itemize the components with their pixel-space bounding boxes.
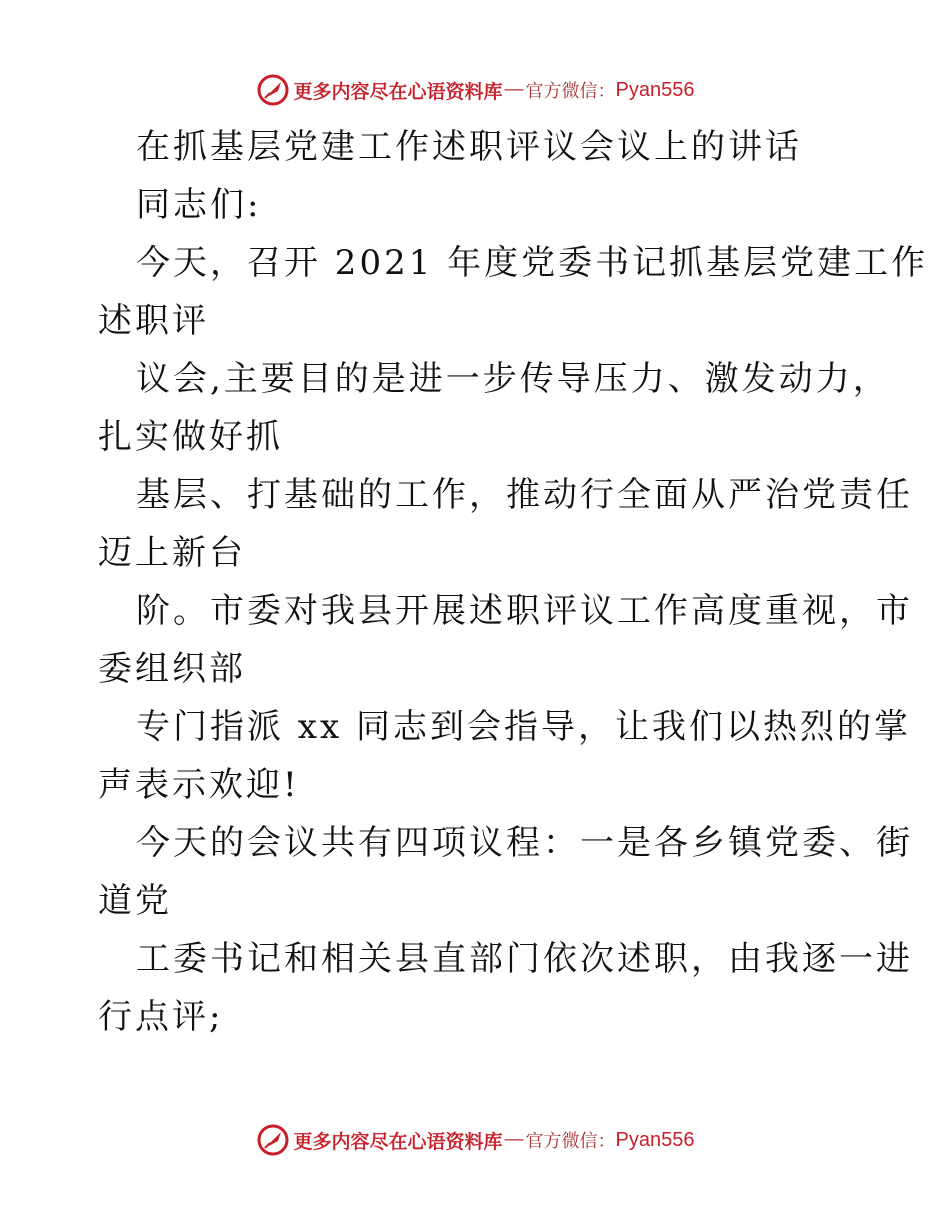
header-watermark [0, 70, 950, 110]
quill-logo-icon [256, 73, 290, 107]
salutation: 同志们: [136, 185, 262, 225]
paragraph-line: 专门指派 xx 同志到会指导，让我们以热烈的掌 [136, 707, 911, 747]
watermark-label: 官方微信： [525, 1131, 616, 1152]
paragraph-line: 议会,主要目的是进一步传导压力、激发动力， [136, 359, 890, 399]
paragraph-line: 今天的会议共有四项议程：一是各乡镇党委、街 [136, 823, 913, 863]
paragraph-line: 基层、打基础的工作，推动行全面从严治党责任 [136, 475, 913, 515]
paragraph-line: 今天，召开 2021 年度党委书记抓基层党建工作 [136, 243, 929, 283]
watermark-separator: — [504, 79, 524, 100]
watermark-brand: 更多内容尽在心语资料库 [293, 80, 503, 103]
paragraph-line: 行点评; [98, 997, 224, 1037]
watermark-separator: — [504, 1129, 524, 1150]
paragraph-line: 阶。市委对我县开展述职评议工作高度重视，市 [136, 591, 913, 631]
watermark-wechat-id: Pyan556 [615, 78, 695, 101]
paragraph-line: 声表示欢迎! [98, 765, 300, 805]
quill-logo-icon [256, 1123, 290, 1157]
watermark-wechat-id: Pyan556 [615, 1128, 695, 1151]
document-title: 在抓基层党建工作述职评议会议上的讲话 [136, 127, 802, 167]
watermark-brand: 更多内容尽在心语资料库 [293, 1130, 503, 1153]
watermark-label: 官方微信： [525, 81, 616, 102]
paragraph-line: 扎实做好抓 [98, 417, 283, 457]
paragraph-line: 迈上新台 [98, 533, 246, 573]
paragraph-line: 工委书记和相关县直部门依次述职，由我逐一进 [136, 939, 913, 979]
paragraph-line: 委组织部 [98, 649, 246, 689]
footer-watermark [0, 1120, 950, 1160]
document-body [98, 118, 929, 1046]
paragraph-line: 述职评 [98, 301, 209, 341]
paragraph-line: 道党 [98, 881, 172, 921]
